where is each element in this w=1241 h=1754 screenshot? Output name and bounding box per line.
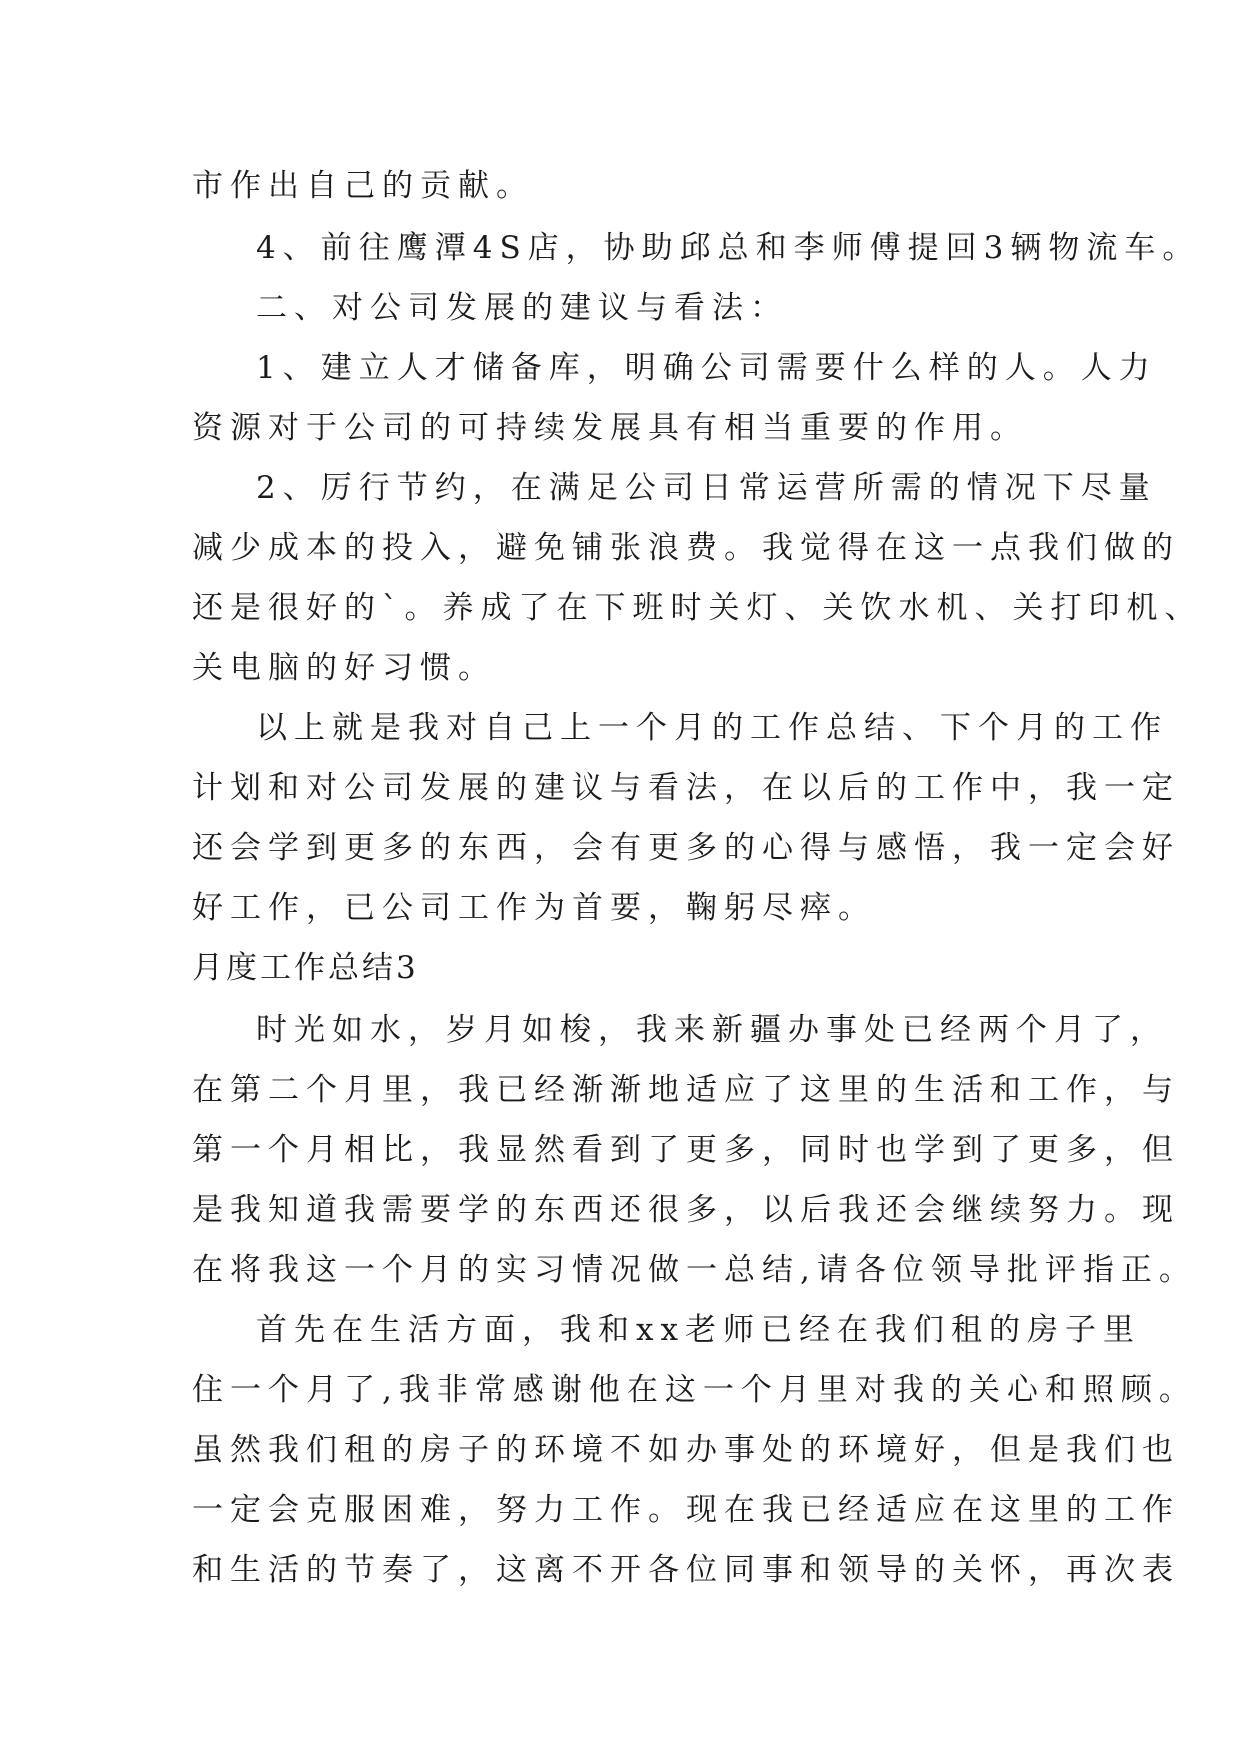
text-line: 住一个月了,我非常感谢他在这一个月里对我的关心和照顾。 [192, 1372, 1197, 1408]
text-line: 一定会克服困难，努力工作。现在我已经适应在这里的工作 [192, 1492, 1180, 1528]
section-heading: 月度工作总结3 [192, 950, 419, 986]
text-line: 关电脑的好习惯。 [192, 650, 496, 686]
text-line: 虽然我们租的房子的环境不如办事处的环境好，但是我们也 [192, 1432, 1180, 1468]
text-line: 4、前往鹰潭4S店，协助邱总和李师傅提回3辆物流车。 [256, 230, 1201, 266]
text-line: 1、建立人才储备库，明确公司需要什么样的人。人力 [256, 350, 1157, 386]
text-line: 在第二个月里，我已经渐渐地适应了这里的生活和工作，与 [192, 1072, 1180, 1108]
text-line: 好工作，已公司工作为首要，鞠躬尽瘁。 [192, 890, 876, 926]
text-line: 第一个月相比，我显然看到了更多，同时也学到了更多，但 [192, 1132, 1180, 1168]
text-line: 以上就是我对自己上一个月的工作总结、下个月的工作 [256, 710, 1168, 746]
text-line: 时光如水，岁月如梭，我来新疆办事处已经两个月了， [256, 1012, 1168, 1048]
text-line: 减少成本的投入，避免铺张浪费。我觉得在这一点我们做的 [192, 530, 1180, 566]
text-line: 在将我这一个月的实习情况做一总结,请各位领导批评指正。 [192, 1252, 1197, 1288]
text-line: 和生活的节奏了，这离不开各位同事和领导的关怀，再次表 [192, 1552, 1180, 1588]
text-line: 计划和对公司发展的建议与看法，在以后的工作中，我一定 [192, 770, 1180, 806]
text-line: 还会学到更多的东西，会有更多的心得与感悟，我一定会好 [192, 830, 1180, 866]
text-line: 是我知道我需要学的东西还很多，以后我还会继续努力。现 [192, 1192, 1180, 1228]
text-line: 二、对公司发展的建议与看法： [256, 290, 788, 326]
text-line: 资源对于公司的可持续发展具有相当重要的作用。 [192, 410, 1028, 446]
text-line: 还是很好的`。养成了在下班时关灯、关饮水机、关打印机、 [192, 590, 1203, 626]
text-line: 首先在生活方面，我和xx老师已经在我们租的房子里 [256, 1312, 1141, 1348]
text-line: 2、厉行节约，在满足公司日常运营所需的情况下尽量 [256, 470, 1157, 506]
text-line: 市作出自己的贡献。 [192, 168, 534, 204]
